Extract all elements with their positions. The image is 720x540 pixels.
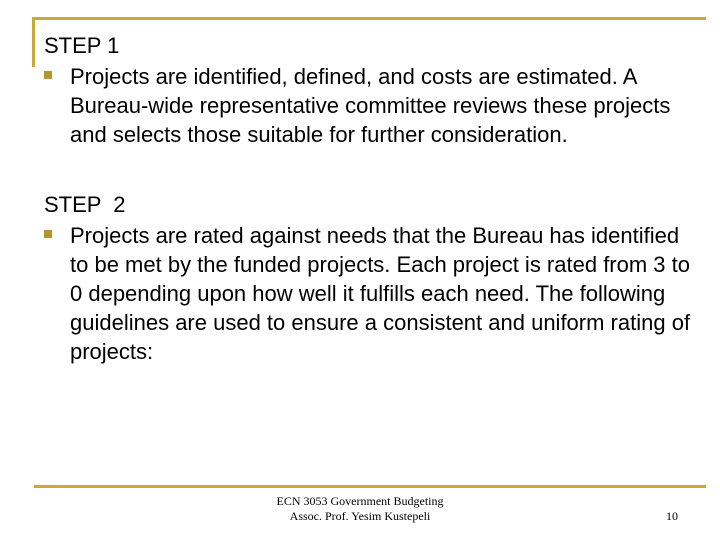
footer-author: Assoc. Prof. Yesim Kustepeli bbox=[289, 509, 431, 523]
left-rule bbox=[32, 17, 35, 67]
spacer bbox=[44, 149, 694, 189]
square-bullet-icon bbox=[44, 230, 52, 238]
square-bullet-icon bbox=[44, 71, 52, 79]
step-1-bullet bbox=[44, 62, 694, 149]
footer bbox=[220, 494, 500, 524]
step-2-text: Projects are rated against needs that the Bureau has identified to be met by the funded projects. Each project is rated from 3 to 0 depending upon how well it fulfills each need. The following guidelines are used to ensure a consistent and uniform rating of projects: bbox=[70, 223, 691, 364]
bottom-rule bbox=[34, 485, 706, 488]
top-rule bbox=[34, 17, 706, 20]
step-2-block bbox=[44, 189, 694, 366]
step-1-heading: STEP 1 bbox=[44, 33, 120, 58]
step-2-bullet bbox=[44, 221, 694, 366]
page-number: 10 bbox=[666, 509, 678, 523]
footer-course: ECN 3053 Government Budgeting bbox=[276, 494, 444, 508]
step-2-heading: STEP 2 bbox=[44, 192, 126, 217]
slide-content bbox=[44, 30, 694, 366]
step-1-text: Projects are identified, defined, and costs are estimated. A Bureau-wide representative committee reviews these projects and selects those suitable for further consideration. bbox=[70, 64, 671, 147]
step-1-block bbox=[44, 30, 694, 149]
